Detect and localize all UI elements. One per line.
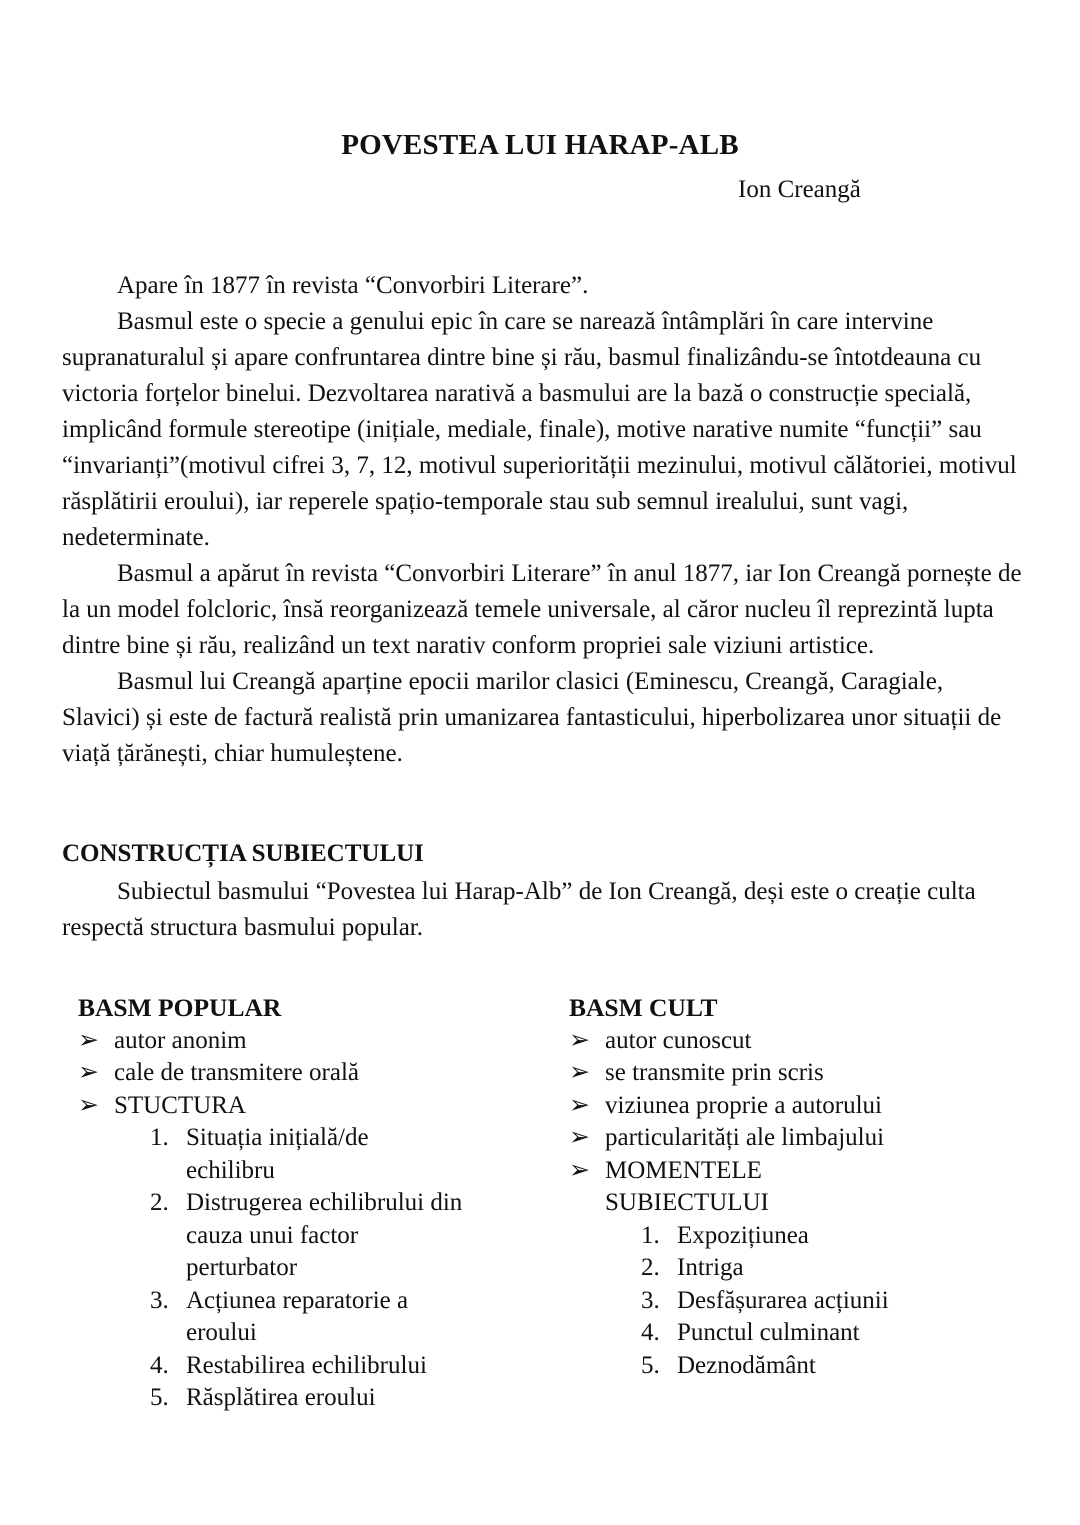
arrow-bullet-icon: ➢: [569, 1124, 590, 1151]
basm-popular-heading: BASM POPULAR: [78, 993, 282, 1022]
arrow-bullet-icon: ➢: [569, 1156, 590, 1184]
list-item-text: autor anonim: [114, 1026, 247, 1054]
list-item: [569, 1057, 1009, 1090]
section-paragraph: Subiectul basmului “Povestea lui Harap-Alb” de Ion Creangă, deși este o creație culta respectă structura basmului popular.: [62, 878, 976, 941]
arrow-bullet-icon: ➢: [569, 1091, 590, 1119]
item-number: 1.: [641, 1221, 660, 1249]
numbered-item: [150, 1382, 490, 1415]
item-text: Situația inițială/de echilibru: [186, 1124, 369, 1184]
item-number: 5.: [150, 1384, 169, 1411]
item-number: 2.: [150, 1189, 169, 1216]
numbered-item: [641, 1317, 1009, 1350]
basm-popular-steps: [78, 1122, 490, 1415]
list-item-text: viziunea proprie a autorului: [605, 1091, 882, 1119]
arrow-bullet-icon: ➢: [78, 1059, 99, 1086]
arrow-bullet-icon: ➢: [569, 1026, 590, 1054]
item-text: Expozițiunea: [677, 1221, 809, 1249]
item-number: 4.: [150, 1351, 169, 1379]
numbered-item: [641, 1350, 1009, 1383]
paragraph: Basmul a apărut în revista “Convorbiri Literare” în anul 1877, iar Ion Creangă pornește de la un model folcloric, însă reorganizează temele universale, al căror nucleu îl reprezintă lupta dintre bine și rău, realizând un text narativ conform propriei sale viziuni artistice.: [62, 560, 1022, 659]
list-item: [569, 1025, 1009, 1058]
list-item-text: STUCTURA: [114, 1091, 246, 1119]
item-text: Desfășurarea acțiunii: [677, 1286, 889, 1314]
item-number: 3.: [641, 1286, 660, 1314]
item-number: 5.: [641, 1351, 660, 1379]
arrow-bullet-icon: ➢: [569, 1059, 590, 1086]
list-item: [569, 1090, 1009, 1123]
list-item-text: se transmite prin scris: [605, 1059, 824, 1086]
item-text: Răsplătirea eroului: [186, 1384, 376, 1411]
list-item: [78, 1090, 498, 1123]
basm-cult-heading: BASM CULT: [569, 993, 718, 1022]
document-title: POVESTEA LUI HARAP-ALB: [341, 129, 739, 161]
list-item-text: particularități ale limbajului: [605, 1124, 885, 1151]
paragraph: Basmul lui Creangă aparține epocii marilor clasici (Eminescu, Creangă, Caragiale, Slavici) și este de factură realistă prin umanizarea fantasticului, hiperbolizarea unor situații de viață țărănești, chiar humuleștene.: [62, 668, 1002, 767]
intro-body: [62, 268, 1022, 772]
numbered-item: [150, 1187, 490, 1285]
item-text: Restabilirea echilibrului: [186, 1351, 427, 1379]
list-item: [78, 1025, 498, 1058]
list-item-text: cale de transmitere orală: [114, 1059, 359, 1086]
basm-cult-bullets: [569, 1025, 1009, 1220]
arrow-bullet-icon: ➢: [78, 1091, 99, 1119]
basm-popular-bullets: [78, 1025, 498, 1123]
section-heading: CONSTRUCȚIA SUBIECTULUI: [62, 840, 424, 867]
item-number: 4.: [641, 1319, 660, 1346]
item-text: Acțiunea reparatorie a eroului: [186, 1286, 409, 1346]
list-item: [78, 1057, 498, 1090]
author-name: Ion Creangă: [738, 176, 861, 203]
list-item: [569, 1155, 1009, 1220]
paragraph: Basmul este o specie a genului epic în care se narează întâmplări în care intervine supranaturalul și apare confruntarea dintre bine și rău, basmul finalizându-se întotdeauna cu victoria forțelor binelui. Dezvoltarea narativă a basmului are la bază o construcție specială, implicând formule stereotipe (inițiale, mediale, finale), motive narative numite “funcții” sau “invarianți”(motivul cifrei 3, 7, 12, motivul superiorității mezinului, motivul călătoriei, motivul răsplătirii eroului), iar reperele spațio-temporale stau sub semnul irealului, sunt vagi, nedeterminate.: [62, 308, 1017, 551]
list-item: [569, 1122, 1009, 1155]
item-text: Intriga: [677, 1254, 744, 1281]
item-number: 1.: [150, 1124, 169, 1151]
numbered-item: [641, 1285, 1009, 1318]
item-text: Distrugerea echilibrului din cauza unui factor perturbator: [186, 1189, 463, 1281]
arrow-bullet-icon: ➢: [78, 1026, 99, 1054]
item-number: 2.: [641, 1254, 660, 1281]
numbered-item: [150, 1122, 490, 1187]
basm-cult-column: [569, 992, 1009, 1382]
numbered-item: [641, 1252, 1009, 1285]
list-item-text: autor cunoscut: [605, 1026, 752, 1054]
numbered-item: [150, 1285, 490, 1350]
list-item-text: MOMENTELE SUBIECTULUI: [605, 1156, 769, 1216]
paragraph: Apare în 1877 în revista “Convorbiri Literare”.: [117, 272, 589, 299]
item-number: 3.: [150, 1286, 169, 1314]
basm-cult-steps: [569, 1220, 1009, 1383]
numbered-item: [150, 1350, 490, 1383]
item-text: Punctul culminant: [677, 1319, 860, 1346]
numbered-item: [641, 1220, 1009, 1253]
basm-popular-column: [78, 992, 498, 1415]
item-text: Deznodământ: [677, 1351, 816, 1379]
